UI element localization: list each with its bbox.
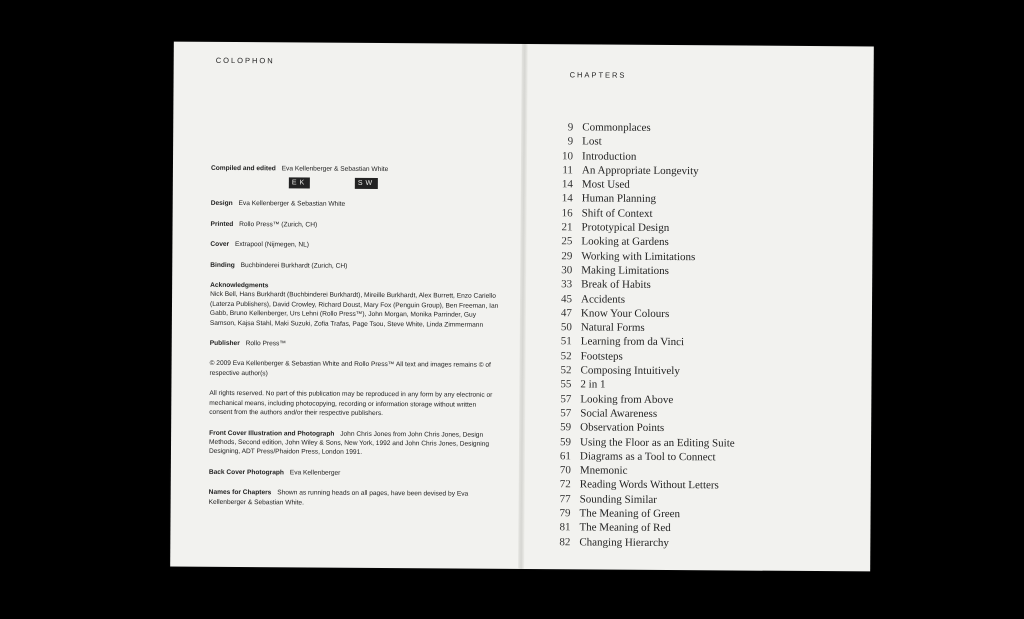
colophon-page — [170, 42, 524, 569]
chapter-page-number: 55 — [560, 378, 572, 391]
chapter-list — [542, 120, 845, 551]
chapter-page-number: 47 — [560, 307, 572, 320]
chapter-page-number: 52 — [560, 350, 572, 363]
chapter-page-number: 50 — [560, 321, 572, 334]
chapter-title: Lost — [582, 135, 602, 148]
chapter-page-number: 72 — [559, 478, 571, 491]
chapter-title: Changing Hierarchy — [579, 536, 669, 549]
cover-label: Cover — [210, 241, 230, 249]
chapter-page-number: 51 — [560, 335, 572, 348]
publisher-label: Publisher — [209, 339, 240, 348]
chapter-page-number: 77 — [559, 492, 571, 506]
chapter-page-number: 45 — [561, 292, 573, 305]
chapter-title: Reading Words Without Letters — [579, 478, 719, 492]
chapter-page-number: 33 — [561, 278, 573, 291]
chapter-page-number: 57 — [560, 407, 572, 420]
chapter-title: Learning from da Vinci — [580, 335, 685, 349]
running-head-chapters: CHAPTERS — [569, 70, 627, 80]
chapter-page-number: 14 — [561, 178, 573, 191]
initials-row — [289, 178, 501, 190]
chapter-page-number: 29 — [561, 249, 573, 263]
chapter-title: An Appropriate Longevity — [581, 164, 699, 178]
chapter-title: Most Used — [581, 178, 630, 191]
publisher-entry — [210, 339, 500, 350]
design-value: Eva Kellenberger & Sebastian White — [238, 200, 346, 209]
binding-entry — [210, 260, 500, 271]
chapters-page — [522, 44, 874, 571]
acknowledgments-entry — [210, 281, 500, 330]
compiled-label: Compiled and edited — [210, 164, 276, 173]
chapter-title: Sounding Similar — [579, 493, 658, 506]
chapter-title: Observation Points — [580, 421, 665, 435]
chapter-page-number: 16 — [561, 207, 573, 220]
front-cover-entry — [209, 428, 499, 458]
chapter-title: Shift of Context — [581, 207, 653, 220]
chapter-page-number: 59 — [560, 435, 572, 448]
running-head-colophon: COLOPHON — [215, 55, 275, 66]
design-entry — [211, 199, 501, 210]
chapter-page-number: 61 — [559, 450, 571, 463]
front-cover-text: John Chris Jones from John Chris Jones, Design Methods, Second edition, John Wiley & Sons, New York, 1992 and John Chris Jones, Designing Designing, ADT Press/Phaidon Press, London 1991. — [208, 430, 490, 457]
chapter-page-number: 82 — [559, 535, 571, 548]
chapter-page-number: 11 — [562, 164, 573, 177]
design-label: Design — [210, 200, 233, 208]
chapter-title: Looking from Above — [580, 393, 674, 406]
initials-ek-box: EK — [289, 178, 310, 189]
chapter-title: Commonplaces — [582, 121, 651, 134]
cover-value: Extrapool (Nijmegen, NL) — [234, 241, 310, 249]
back-cover-value: Eva Kellenberger — [289, 469, 341, 477]
chapter-page-number: 25 — [561, 235, 573, 248]
chapter-title: 2 in 1 — [580, 378, 606, 391]
chapter-title: Composing Intuitively — [580, 364, 680, 378]
compiled-entry — [211, 164, 501, 190]
chapter-title: Break of Habits — [581, 278, 651, 292]
chapter-title: Making Limitations — [581, 264, 669, 277]
names-for-chapters-label: Names for Chapters — [208, 488, 272, 497]
chapter-title: Mnemonic — [579, 464, 628, 477]
chapter-page-number: 70 — [559, 464, 571, 477]
chapter-page-number: 30 — [561, 264, 573, 277]
acknowledgments-label: Acknowledgments — [210, 281, 269, 290]
front-cover-label: Front Cover Illustration and Photograph — [209, 429, 335, 438]
initials-sw-box: SW — [355, 178, 378, 189]
rights-text: All rights reserved. No part of this publication may be reproduced in any form by any electronic or mechanical means, including photocopying, recording or information storage without written consent from the authors and/or their respective publishers. — [209, 390, 493, 418]
chapter-title: Looking at Gardens — [581, 235, 669, 249]
chapter-title: Using the Floor as an Editing Suite — [580, 435, 735, 450]
chapter-title: Diagrams as a Tool to Connect — [579, 450, 716, 464]
binding-label: Binding — [210, 261, 235, 269]
cover-entry — [210, 240, 500, 251]
chapter-title: Human Planning — [581, 192, 657, 206]
chapter-page-number: 9 — [567, 135, 574, 148]
binding-value: Buchbinderei Burkhardt (Zurich, CH) — [240, 261, 348, 270]
chapter-title: Social Awareness — [580, 407, 658, 420]
chapter-title: The Meaning of Red — [579, 521, 671, 535]
chapter-page-number: 79 — [559, 507, 571, 520]
chapter-title: The Meaning of Green — [579, 507, 681, 521]
chapter-row — [542, 535, 842, 551]
chapter-title: Natural Forms — [580, 321, 645, 335]
compiled-value: Eva Kellenberger & Sebastian White — [281, 165, 389, 174]
names-for-chapters-entry — [209, 488, 499, 509]
chapter-page-number: 52 — [560, 364, 572, 377]
copyright-text: © 2009 Eva Kellenberger & Sebastian White and Rollo Press™ All text and images remains © of respective author(s) — [209, 360, 491, 378]
names-for-chapters-text: Shown as running heads on all pages, have been devised by Eva Kellenberger & Sebastian White. — [208, 489, 469, 507]
chapter-title: Accidents — [581, 292, 626, 306]
chapter-page-number: 21 — [561, 221, 573, 234]
back-cover-entry — [209, 468, 499, 479]
acknowledgments-text: Nick Bell, Hans Burkhardt (Buchbinderei Burkhardt), Mireille Burkhardt, Alex Burrett, Enzo Cariello (Laterza Publishers), David Crowley, Richard Doust, Mary Fox (Penguin Group), Ben Freeman, Ian Gabb, Bruno Kellenberger, Urs Lehni (Rollo Press™), John Morgan, Monika Parrinder, Guy Samson, Kajsa Stahl, Maki Suzuki, Zofia Trafas, Page Tsou, Steve White, Linda Zimmermann — [209, 291, 499, 329]
chapter-title: Prototypical Design — [581, 221, 670, 235]
printed-entry — [211, 220, 501, 231]
printed-value: Rollo Press™ (Zurich, CH) — [239, 220, 318, 229]
publisher-value: Rollo Press™ — [245, 340, 286, 348]
chapter-page-number: 9 — [567, 121, 574, 134]
back-cover-label: Back Cover Photograph — [208, 468, 284, 477]
printed-label: Printed — [210, 220, 234, 228]
colophon-text — [209, 164, 501, 520]
chapter-page-number: 57 — [560, 392, 572, 405]
book-spread — [170, 42, 874, 572]
chapter-title: Working with Limitations — [581, 250, 696, 263]
chapter-title: Know Your Colours — [580, 307, 670, 320]
chapter-title: Introduction — [582, 150, 637, 163]
chapter-page-number: 59 — [560, 421, 572, 434]
chapter-page-number: 81 — [559, 521, 571, 534]
chapter-page-number: 10 — [562, 149, 574, 162]
chapter-page-number: 14 — [561, 192, 573, 205]
chapter-title: Footsteps — [580, 350, 623, 363]
